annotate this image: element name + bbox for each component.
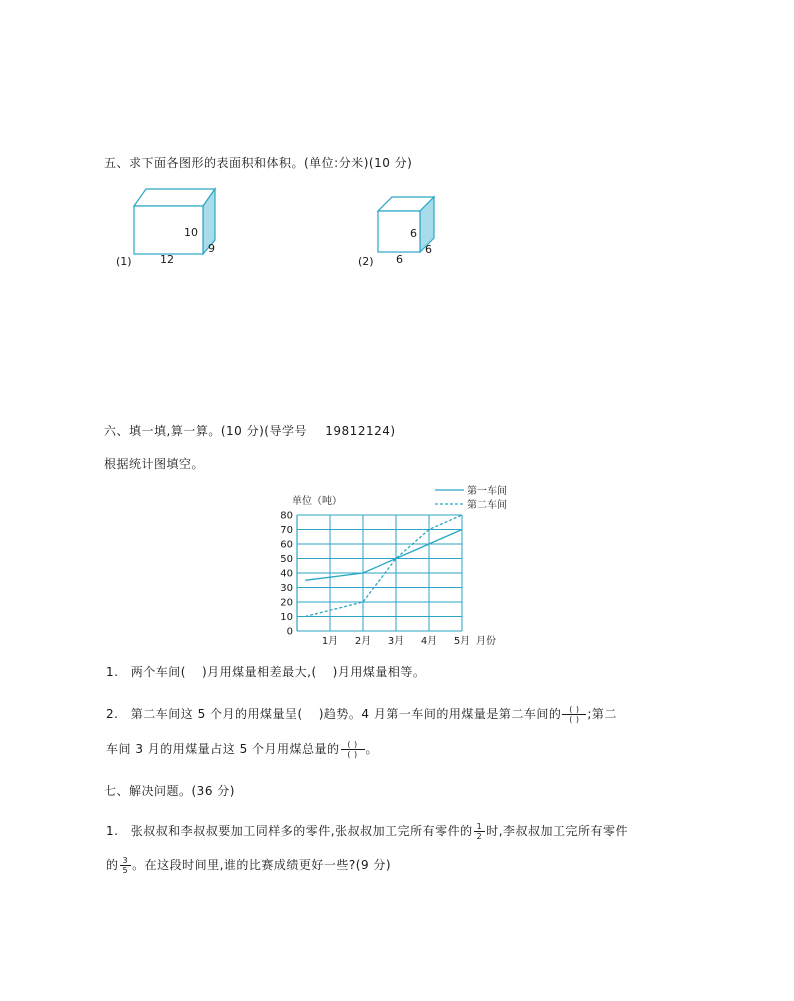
chart-y-tick-label: 50 xyxy=(280,554,293,565)
fraction-one-half xyxy=(474,822,486,841)
section7-title: 七、解决问题。(36 分) xyxy=(104,784,235,798)
question-7-1-line1 xyxy=(106,822,628,841)
cube2-length: 6 xyxy=(396,253,403,266)
chart-series-line-2 xyxy=(305,515,462,617)
answer-fraction-1-denominator: ( ) xyxy=(569,715,580,724)
q7-1-part-b: 时,李叔叔加工完所有零件 xyxy=(486,824,629,838)
answer-fraction-1-numerator: ( ) xyxy=(562,705,586,715)
cuboid-figure-1 xyxy=(110,185,250,280)
q6-2-line2-end: 。 xyxy=(365,742,379,756)
chart-y-tick-label: 70 xyxy=(280,525,293,536)
question-6-2-line2 xyxy=(106,740,378,759)
chart-x-tick-label: 2月 xyxy=(354,636,372,647)
chart-y-tick-label: 30 xyxy=(280,583,293,594)
chart-y-tick-label: 40 xyxy=(280,568,293,580)
q6-1-part-c: )月用煤量相等。 xyxy=(332,665,426,679)
chart-x-axis-label: 月份 xyxy=(476,636,496,647)
chart-legend-label-2: 第二车间 xyxy=(467,500,507,511)
q6-2-number: 2. xyxy=(106,707,119,721)
chart-y-tick-label: 60 xyxy=(280,539,293,551)
guide-number: 19812124) xyxy=(325,424,396,438)
question-6-1 xyxy=(106,664,425,680)
section6-title-text: 六、填一填,算一算。(10 分)(导学号 xyxy=(104,424,307,438)
q6-2-part-b: )趋势。4 月第一车间的用煤量是第二车间的 xyxy=(318,707,562,721)
fraction-three-fifths-numerator: 3 xyxy=(120,856,132,866)
q6-1-part-a: 两个车间( xyxy=(130,665,186,679)
q7-1-number: 1. xyxy=(106,824,119,838)
chart-x-tick-label: 3月 xyxy=(387,636,405,647)
section6-title xyxy=(104,423,396,439)
section5-title: 五、求下面各图形的表面积和体积。(单位:分米)(10 分) xyxy=(104,156,413,170)
chart-unit-label: 单位（吨） xyxy=(292,496,342,507)
cuboid1-height: 10 xyxy=(184,226,198,239)
cuboid1-width: 9 xyxy=(208,242,215,255)
cuboid1-top-face xyxy=(134,189,215,206)
q7-1-part-a: 张叔叔和李叔叔要加工同样多的零件,张叔叔加工完所有零件的 xyxy=(130,824,473,838)
q6-1-part-b: )月用煤量相差最大,( xyxy=(201,665,317,679)
q7-1-part-c: 的 xyxy=(106,858,119,872)
cube2-width: 6 xyxy=(425,243,432,256)
answer-fraction-blank-1[interactable] xyxy=(562,705,586,724)
chart-x-tick-label: 1月 xyxy=(321,636,339,647)
figure1-label: (1) xyxy=(116,255,132,268)
chart-x-tick-label: 4月 xyxy=(420,636,438,647)
cube-figure-2 xyxy=(350,185,450,280)
chart-y-tick-label: 10 xyxy=(280,612,293,623)
fraction-one-half-numerator: 1 xyxy=(474,822,486,832)
section6-intro: 根据统计图填空。 xyxy=(104,457,205,471)
chart-legend-label-1: 第一车间 xyxy=(467,486,507,497)
cuboid1-length: 12 xyxy=(160,253,174,266)
cube2-height: 6 xyxy=(410,227,417,240)
chart-y-tick-label: 0 xyxy=(286,626,293,638)
q6-1-number: 1. xyxy=(106,665,119,679)
answer-fraction-blank-2[interactable] xyxy=(341,740,365,759)
q6-2-part-a: 第二车间这 5 个月的用煤量呈( xyxy=(130,707,303,721)
chart-y-tick-label: 80 xyxy=(280,510,293,522)
chart-y-tick-label: 20 xyxy=(280,597,293,609)
answer-fraction-2-numerator: ( ) xyxy=(341,740,365,750)
coal-usage-line-chart xyxy=(282,482,522,647)
figure2-label: (2) xyxy=(358,255,374,268)
q6-2-part-c: ;第二 xyxy=(587,707,617,721)
q6-2-line2-text: 车间 3 月的用煤量占这 5 个月用煤总量的 xyxy=(106,742,340,756)
question-6-2-line1 xyxy=(106,705,617,724)
chart-x-tick-label: 5月 xyxy=(453,636,471,647)
question-7-1-line2 xyxy=(106,856,391,875)
fraction-three-fifths-denominator: 5 xyxy=(122,866,129,875)
fraction-three-fifths xyxy=(120,856,132,875)
answer-fraction-2-denominator: ( ) xyxy=(347,750,358,759)
q7-1-part-d: 。在这段时间里,谁的比赛成绩更好一些?(9 分) xyxy=(132,858,392,872)
fraction-one-half-denominator: 2 xyxy=(476,832,483,841)
